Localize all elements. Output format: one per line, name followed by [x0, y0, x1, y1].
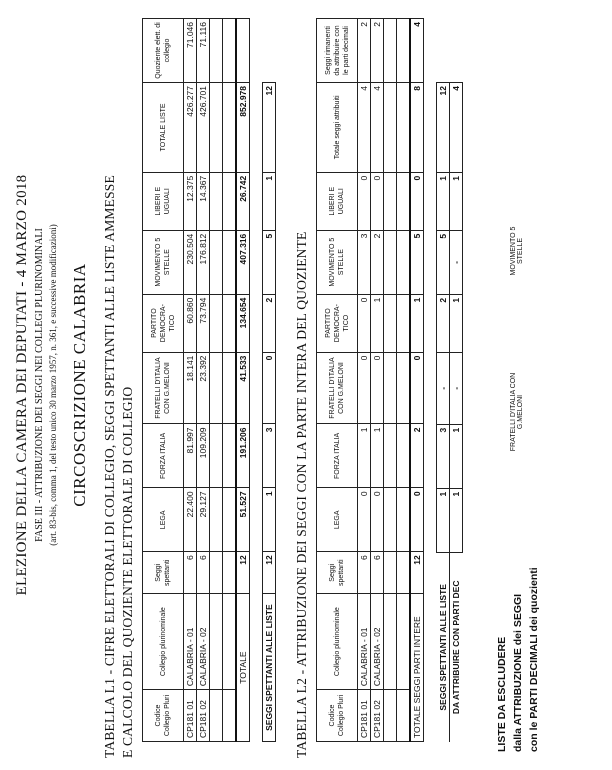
seggi-cell: 12	[437, 83, 450, 173]
table-row-empty	[384, 19, 397, 742]
total-cell: 852.978	[236, 82, 250, 172]
table-cell: 22.400	[184, 488, 197, 552]
table-row	[184, 19, 197, 742]
seggi-cell: 2	[437, 294, 450, 352]
dec-cell: 1	[450, 172, 463, 230]
table-cell: 29.127	[197, 488, 210, 552]
seggi-cell: -	[437, 352, 450, 424]
table-cell: 12.375	[184, 172, 197, 230]
table1-header: LIBERI E UGUALI	[143, 172, 184, 230]
table-cell: CALABRIA - 01	[184, 594, 197, 690]
table1-header: TOTALE LISTE	[143, 82, 184, 172]
table-cell: 2	[371, 19, 384, 83]
table-cell: 4	[371, 82, 384, 172]
total-cell: 2	[410, 424, 424, 488]
footer-line1: LISTE DA ESCLUDERE	[496, 636, 508, 752]
dec-cell: 1	[450, 488, 463, 552]
table-cell: 60.860	[184, 294, 197, 352]
table2-dec-row	[450, 83, 463, 743]
dec-label: DA ATTRIBUIRE CON PARTI DEC	[450, 552, 463, 742]
table1-header: LEGA	[143, 488, 184, 552]
table-cell: 1	[371, 294, 384, 352]
table2-title: TABELLA L2 - ATTRIBUZIONE DEI SEGGI CON LA PARTE INTERA DEL QUOZIENTE	[294, 231, 309, 758]
table1-header: Quoziente elett. di collegio	[143, 19, 184, 83]
table-cell: 71.046	[184, 19, 197, 83]
table-cell: 0	[358, 488, 371, 552]
table-cell: CP181 02	[197, 690, 210, 742]
table-cell: 0	[358, 352, 371, 424]
table-cell: 6	[184, 552, 197, 594]
total-cell: 134.654	[236, 294, 250, 352]
total-cell: 1	[410, 294, 424, 352]
table-row	[371, 19, 384, 742]
seggi-cell: 1	[437, 172, 450, 230]
total-cell: 26.742	[236, 172, 250, 230]
table2-header: Seggi spettanti	[317, 552, 358, 594]
table-cell: CALABRIA - 02	[371, 594, 384, 690]
table-cell: 2	[371, 230, 384, 294]
total-cell: 12	[236, 552, 250, 594]
seggi-cell: 3	[437, 424, 450, 488]
seggi-cell: 5	[437, 230, 450, 294]
table-cell: CP181 01	[358, 690, 371, 742]
circoscrizione-title: CIRCOSCRIZIONE CALABRIA	[70, 263, 89, 507]
table-cell: 14.367	[197, 172, 210, 230]
seggi-cell: 1	[437, 488, 450, 552]
seggi-cell: 1	[263, 172, 276, 230]
total-cell: 0	[410, 352, 424, 424]
table2-header: Seggi rimanenti da attribuire con le parti decimali	[317, 19, 358, 83]
table2-header: Totale seggi attribuiti	[317, 82, 358, 172]
table-cell: CALABRIA - 01	[358, 594, 371, 690]
table-cell: CALABRIA - 02	[197, 594, 210, 690]
table-cell: 1	[358, 424, 371, 488]
table1-header: PARTITO DEMOCRA-TICO	[143, 294, 184, 352]
seggi-cell: 3	[263, 424, 276, 488]
table-cell: CP181 02	[371, 690, 384, 742]
table2-seggi-row	[437, 83, 450, 743]
seggi-cell: 12	[263, 552, 276, 594]
total-cell: 12	[410, 552, 424, 594]
excluded-list-fdi: FRATELLI D'ITALIA CON G.MELONI	[510, 372, 524, 452]
dec-cell: 1	[450, 294, 463, 352]
dec-cell: -	[450, 352, 463, 424]
table1-header-row	[143, 19, 184, 742]
table2-header: MOVIMENTO 5 STELLE	[317, 230, 358, 294]
table-cell: 0	[371, 172, 384, 230]
total-cell: 8	[410, 82, 424, 172]
table1-title-line2: E CALCOLO DEL QUOZIENTE ELETTORALE DI COLLEGIO	[120, 386, 135, 758]
dec-cell: -	[450, 230, 463, 294]
seggi-cell: 2	[263, 294, 276, 352]
table1	[142, 18, 250, 742]
table-cell: 2	[358, 19, 371, 83]
dec-cell: 4	[450, 83, 463, 173]
total-cell: 407.316	[236, 230, 250, 294]
seggi-cell: 12	[263, 83, 276, 173]
table-cell: 0	[371, 488, 384, 552]
seggi-cell: 0	[263, 352, 276, 424]
footer-line2: dalla ATTRIBUZIONE dei SEGGI	[512, 593, 524, 752]
table-cell: CP181 01	[184, 690, 197, 742]
table2-header: PARTITO DEMOCRA-TICO	[317, 294, 358, 352]
table-cell: 109.209	[197, 424, 210, 488]
table-row	[358, 19, 371, 742]
dec-cell: 1	[450, 424, 463, 488]
table2-header: FRATELLI D'ITALIA CON G.MELONI	[317, 352, 358, 424]
table1-header: Seggi spettanti	[143, 552, 184, 594]
footer-line3: con le PARTI DECIMALI dei quozienti	[528, 567, 540, 752]
table-row-empty	[397, 19, 411, 742]
seggi-cell: 1	[263, 488, 276, 552]
total-cell: 41.533	[236, 352, 250, 424]
total-cell: 0	[410, 172, 424, 230]
table-cell: 6	[358, 552, 371, 594]
table1-header: FRATELLI D'ITALIA CON G.MELONI	[143, 352, 184, 424]
table-cell: 71.116	[197, 19, 210, 83]
doc-law-reference: (art. 83-bis, comma 1, del testo unico 30 marzo 1957, n. 361, e successive modificazioni)	[48, 224, 58, 546]
table-row-empty	[210, 19, 223, 742]
table2	[316, 18, 424, 742]
table2-header: Collegio plurinominale	[317, 594, 358, 690]
table2-header: LIBERI E UGUALI	[317, 172, 358, 230]
table-cell: 0	[358, 172, 371, 230]
table1-seggi	[262, 82, 276, 742]
table1-header: MOVIMENTO 5 STELLE	[143, 230, 184, 294]
table-row	[197, 19, 210, 742]
total-cell: 51.527	[236, 488, 250, 552]
table-cell: 0	[371, 352, 384, 424]
total-cell: 0	[410, 488, 424, 552]
table-cell: 1	[371, 424, 384, 488]
seggi-label: SEGGI SPETTANTI ALLE LISTE	[437, 552, 450, 742]
doc-subtitle: FASE III - ATTRIBUZIONE DEI SEGGI NEI COLLEGI PLURINOMINALI	[34, 228, 45, 542]
table-cell: 6	[197, 552, 210, 594]
table-cell: 18.141	[184, 352, 197, 424]
table1-header: Codice Collegio Pluri	[143, 690, 184, 742]
table1-header: FORZA ITALIA	[143, 424, 184, 488]
table2-header-row	[317, 19, 358, 742]
table-cell: 426.277	[184, 82, 197, 172]
table1-seggi-row	[263, 83, 276, 742]
doc-title: ELEZIONE DELLA CAMERA DEI DEPUTATI - 4 MARZO 2018	[14, 174, 30, 596]
table-cell: 3	[358, 230, 371, 294]
table-cell: 6	[371, 552, 384, 594]
table2-summary	[436, 82, 463, 742]
table-cell: 73.794	[197, 294, 210, 352]
table2-header: LEGA	[317, 488, 358, 552]
table1-total-row	[236, 19, 250, 742]
total-cell: 191.206	[236, 424, 250, 488]
table-cell: 4	[358, 82, 371, 172]
table-cell: 23.392	[197, 352, 210, 424]
excluded-list-m5s: MOVIMENTO 5 STELLE	[510, 226, 524, 276]
total-label: TOTALE	[236, 594, 250, 742]
table-cell: 426.701	[197, 82, 210, 172]
seggi-cell: 5	[263, 230, 276, 294]
table1-header: Collegio plurinominale	[143, 594, 184, 690]
table-cell: 176.812	[197, 230, 210, 294]
table-cell: 230.504	[184, 230, 197, 294]
table-cell: 81.997	[184, 424, 197, 488]
table-cell: 0	[358, 294, 371, 352]
total-cell: 5	[410, 230, 424, 294]
total-label: TOTALE SEGGI PARTI INTERE	[410, 594, 424, 742]
seggi-label: SEGGI SPETTANTI ALLE LISTE	[263, 594, 276, 742]
table2-header: Codice Collegio Pluri	[317, 690, 358, 742]
table-row-empty	[223, 19, 237, 742]
table1-title-line1: TABELLA L1 - CIFRE ELETTORALI DI COLLEGIO, SEGGI SPETTANTI ALLE LISTE AMMESSE	[102, 175, 117, 758]
total-cell: 4	[410, 19, 424, 83]
table2-header: FORZA ITALIA	[317, 424, 358, 488]
table2-total-row	[410, 19, 424, 742]
